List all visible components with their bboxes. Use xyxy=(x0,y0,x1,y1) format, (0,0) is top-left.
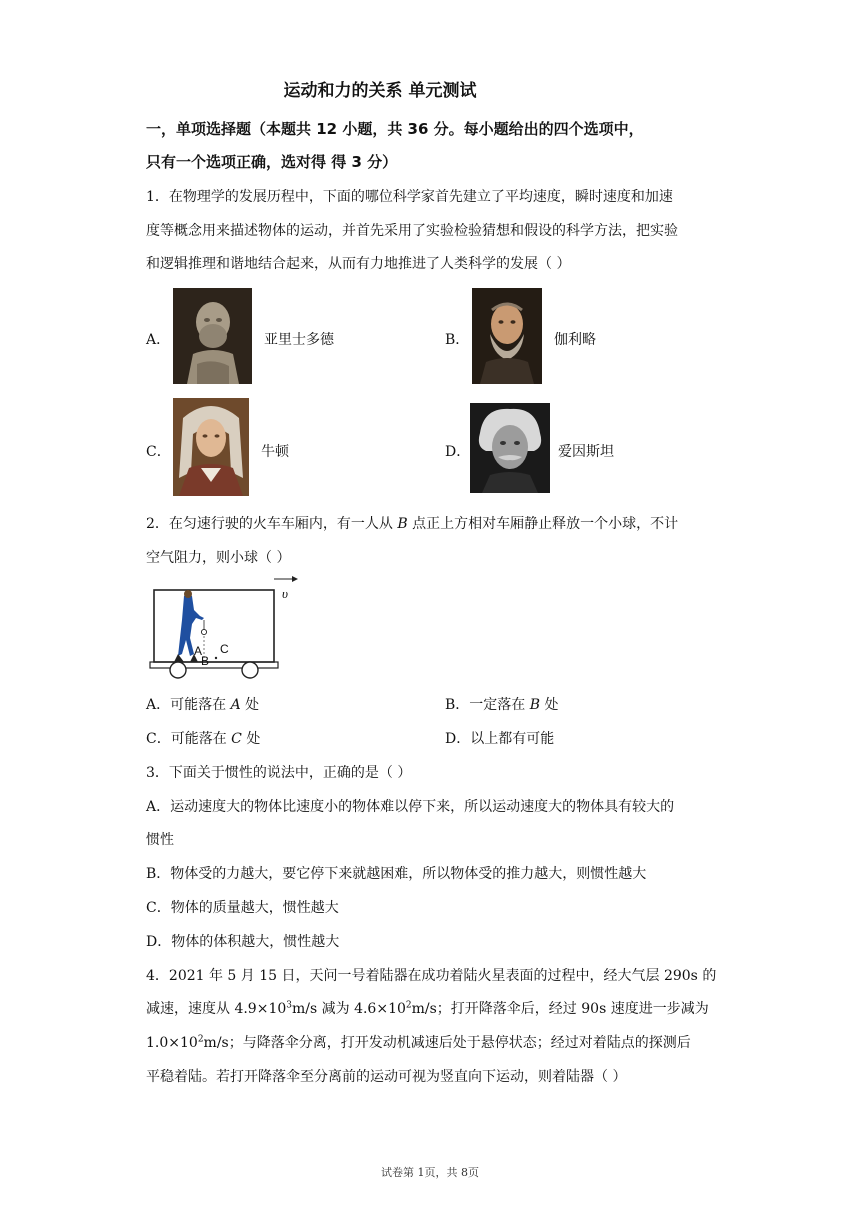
einstein-portrait xyxy=(470,403,550,493)
q4-stem-line-4: 平稳着陆。若打开降落伞至分离前的运动可视为竖直向下运动，则着陆器（ ） xyxy=(146,1069,627,1085)
section-heading-line-2: 只有一个选项正确，选对得 得 3 分） xyxy=(146,153,398,171)
q2-option-a: A．可能落在 A 处 xyxy=(146,697,260,713)
q2-stem-line-2: 空气阻力，则小球（ ） xyxy=(146,550,291,566)
q2-stem-line-1: 2．在匀速行驶的火车车厢内，有一人从 B 点正上方相对车厢静止释放一个小球，不计 xyxy=(146,516,679,532)
q1-option-b-letter: B． xyxy=(445,332,470,348)
aristotle-bust-portrait xyxy=(173,288,252,384)
q4-stem-line-3: $1.0\times 10^2m/s$；与降落伞分离，打开发动机减速后处于悬停状态；经过对着陆点的探测后 xyxy=(146,1034,691,1051)
point-b-label: B xyxy=(201,654,210,668)
q1-option-c-name: 牛顿 xyxy=(261,444,289,460)
q3-option-b: B．物体受的力越大，要它停下来就越困难，所以物体受的推力越大，则惯性越大 xyxy=(146,866,647,882)
q1-option-b-name: 伽利略 xyxy=(554,332,596,348)
page-footer: 试卷第 1页，共 8页 xyxy=(381,1166,479,1179)
q2-option-c: C．可能落在 C 处 xyxy=(146,731,261,747)
q3-option-a-line-1: A．运动速度大的物体比速度小的物体难以停下来，所以运动速度大的物体具有较大的 xyxy=(146,799,675,815)
newton-portrait xyxy=(173,398,249,496)
q1-option-d-name: 爱因斯坦 xyxy=(558,444,614,460)
q3-option-c: C．物体的质量越大，惯性越大 xyxy=(146,900,339,916)
q3-option-d: D．物体的体积越大，惯性越大 xyxy=(146,934,340,950)
q1-option-d-letter: D． xyxy=(445,444,471,460)
q2-option-b: B．一定落在 B 处 xyxy=(445,697,559,713)
q3-option-a-line-2: 惯性 xyxy=(146,832,174,848)
q3-stem: 3．下面关于惯性的说法中，正确的是（ ） xyxy=(146,765,412,781)
q1-option-a-name: 亚里士多德 xyxy=(264,332,334,348)
page-title: 运动和力的关系 单元测试 xyxy=(283,81,477,101)
point-a-label: A xyxy=(194,644,203,658)
q1-stem-line-1: 1．在物理学的发展历程中，下面的哪位科学家首先建立了平均速度，瞬时速度和加速 xyxy=(146,189,673,205)
q1-option-c-letter: C． xyxy=(146,444,171,460)
q1-stem-line-3: 和逻辑推理和谐地结合起来，从而有力地推进了人类科学的发展（ ） xyxy=(146,256,571,272)
velocity-label: υ xyxy=(282,586,288,601)
section-heading-line-1: 一，单项选择题（本题共 12 小题，共 36 分。每小题给出的四个选项中， xyxy=(146,120,644,138)
q2-option-d: D．以上都有可能 xyxy=(445,731,555,747)
q1-option-a-letter: A． xyxy=(146,332,171,348)
q4-stem-line-1: 4．2021 年 5 月 15 日，天问一号着陆器在成功着陆火星表面的过程中，经大气层 290s 的 xyxy=(146,968,717,984)
galileo-portrait xyxy=(472,288,542,384)
point-c-label: C xyxy=(220,642,229,656)
train-car-figure xyxy=(148,574,298,680)
q4-stem-line-2: 减速，速度从 $4.9\times 10^3m/s$ 减为 $4.6\times 10^2m/s$；打开降落伞后，经过 90s 速度进一步减为 xyxy=(146,1000,709,1017)
q1-stem-line-2: 度等概念用来描述物体的运动，并首先采用了实验检验猜想和假设的科学方法，把实验 xyxy=(146,223,678,239)
